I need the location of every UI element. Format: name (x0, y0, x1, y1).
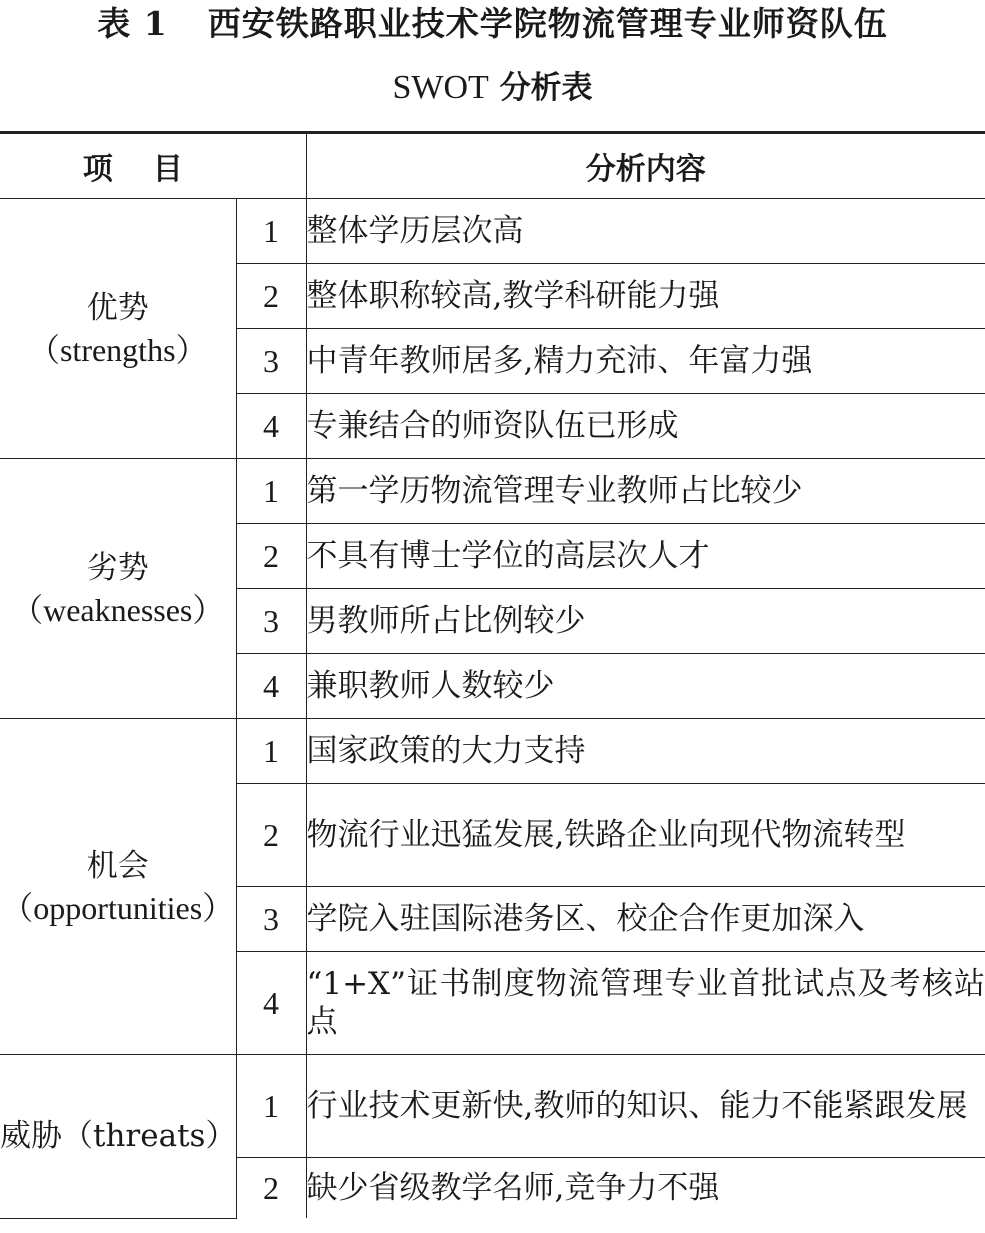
row-number: 3 (236, 887, 306, 952)
row-number: 1 (236, 1055, 306, 1158)
category-label-cn: 劣势 (86, 549, 149, 586)
row-content: 整体职称较高,教学科研能力强 (306, 264, 985, 329)
category-label-en: （weaknesses） (11, 591, 225, 628)
row-content: 物流行业迅猛发展,铁路企业向现代物流转型 (306, 784, 985, 887)
row-content: 缺少省级教学名师,竞争力不强 (306, 1158, 985, 1219)
row-number: 4 (236, 394, 306, 459)
row-number: 3 (236, 589, 306, 654)
row-content: 第一学历物流管理专业教师占比较少 (306, 459, 985, 524)
category-label-cn: 机会 (86, 847, 149, 884)
row-number: 4 (236, 654, 306, 719)
swot-table (0, 131, 985, 1219)
table-caption-line2 (0, 68, 985, 108)
table-row (0, 199, 985, 264)
row-number: 4 (236, 952, 306, 1055)
row-content: 整体学历层次高 (306, 199, 985, 264)
row-content: 不具有博士学位的高层次人才 (306, 524, 985, 589)
category-opportunities (0, 719, 236, 1055)
table-header-row (0, 133, 985, 199)
table-row (0, 459, 985, 524)
category-strengths (0, 199, 236, 459)
category-weaknesses (0, 459, 236, 719)
row-content: 行业技术更新快,教师的知识、能力不能紧跟发展 (306, 1055, 985, 1158)
table-number: 表 1 (97, 4, 168, 43)
table-caption-line1 (0, 2, 985, 46)
row-content: 国家政策的大力支持 (306, 719, 985, 784)
table-title: 西安铁路职业技术学院物流管理专业师资队伍 (207, 4, 888, 43)
row-number: 1 (236, 199, 306, 264)
row-content: “1+X”证书制度物流管理专业首批试点及考核站点 (306, 952, 985, 1055)
row-number: 2 (236, 1158, 306, 1219)
category-label-en: （strengths） (27, 331, 208, 368)
row-number: 1 (236, 719, 306, 784)
table-row (0, 719, 985, 784)
row-number: 2 (236, 524, 306, 589)
row-content: 兼职教师人数较少 (306, 654, 985, 719)
table-title-suffix: 分析表 (499, 70, 593, 106)
row-number: 1 (236, 459, 306, 524)
category-label-cn: 优势 (86, 289, 149, 326)
table-title-swot: SWOT (392, 69, 489, 106)
header-item: 项目 (0, 133, 306, 199)
row-number: 2 (236, 264, 306, 329)
row-content: 中青年教师居多,精力充沛、年富力强 (306, 329, 985, 394)
row-content: 男教师所占比例较少 (306, 589, 985, 654)
category-threats (0, 1055, 236, 1219)
category-label-en: （opportunities） (1, 889, 235, 926)
row-number: 2 (236, 784, 306, 887)
row-content: 专兼结合的师资队伍已形成 (306, 394, 985, 459)
row-content: 学院入驻国际港务区、校企合作更加深入 (306, 887, 985, 952)
header-content: 分析内容 (306, 133, 985, 199)
row-number: 3 (236, 329, 306, 394)
table-row (0, 1055, 985, 1158)
category-label-cn: 威胁（threats） (0, 1118, 237, 1155)
